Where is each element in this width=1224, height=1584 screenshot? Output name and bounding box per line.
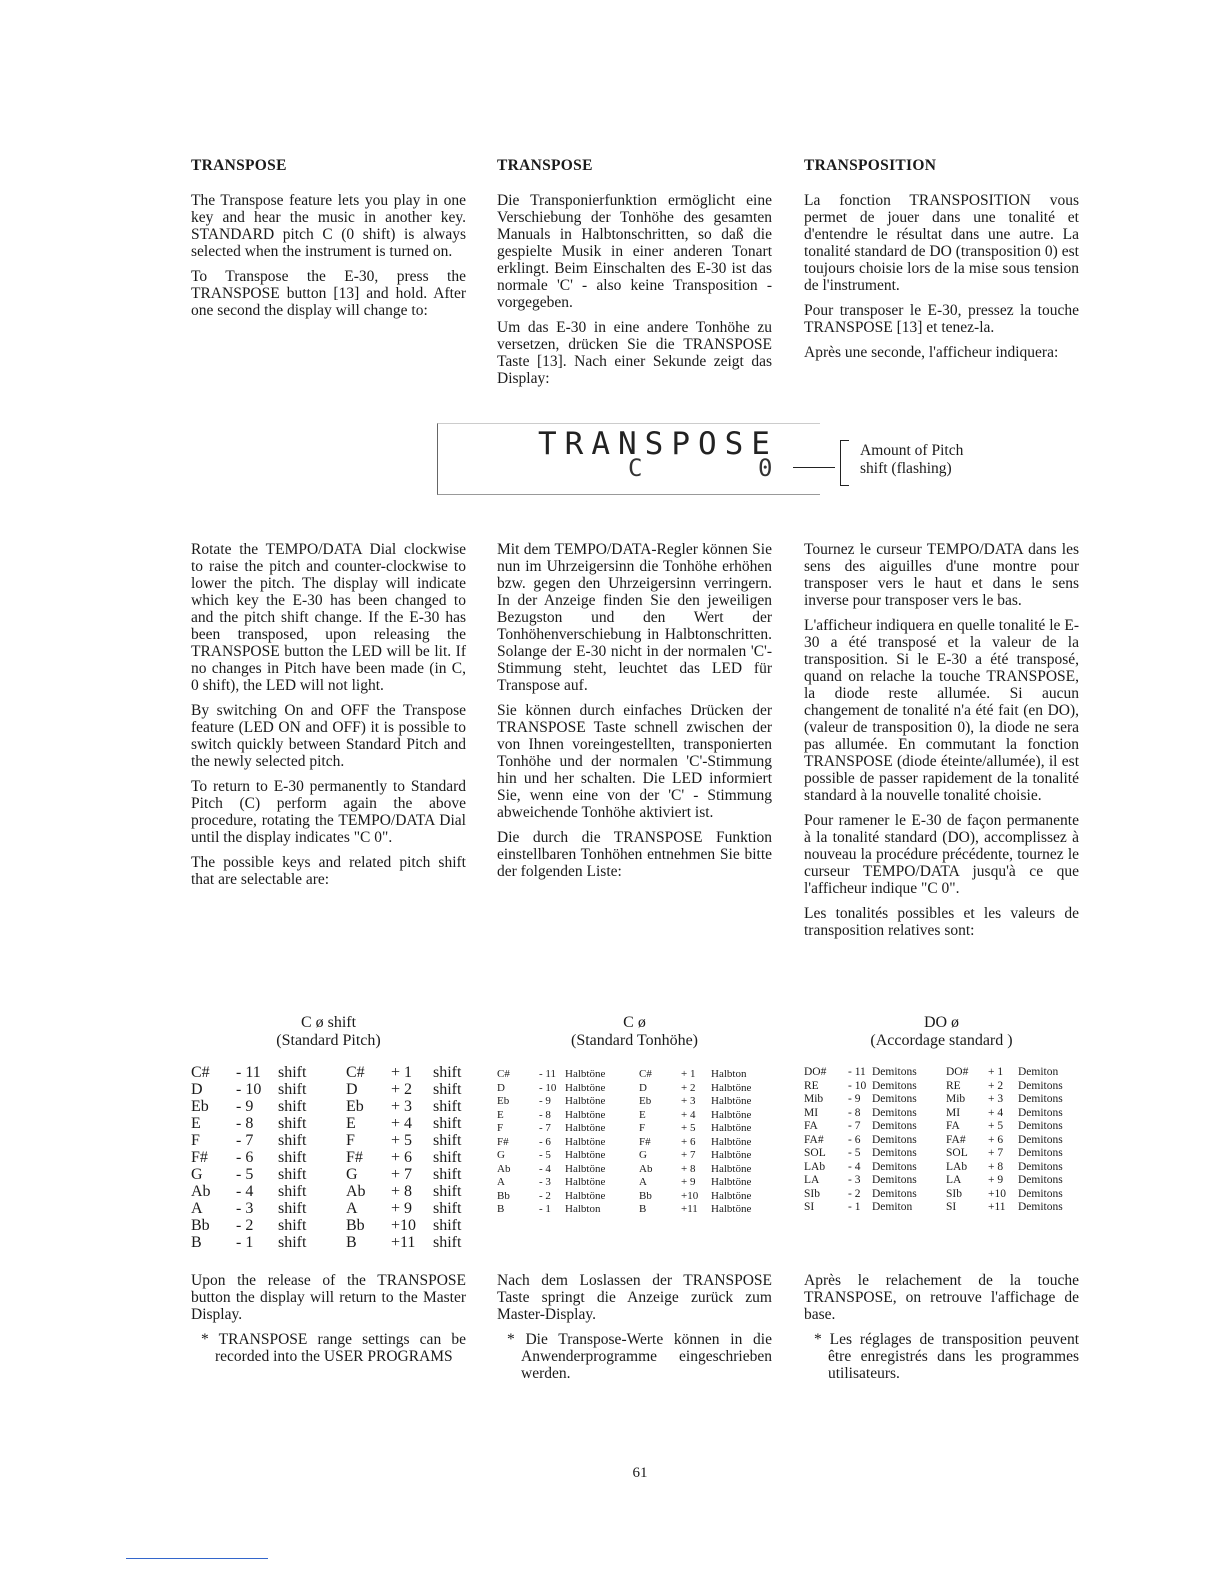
table-cell: Halbtöne <box>565 1122 606 1134</box>
pitch-table-de <box>497 1068 781 1217</box>
table-cell: shift <box>433 1149 462 1166</box>
table-cell: Mib <box>804 1093 824 1105</box>
table-cell: shift <box>433 1081 462 1098</box>
table-cell: shift <box>278 1132 307 1149</box>
table-cell: C# <box>639 1068 652 1080</box>
table-cell: - 5 <box>848 1147 861 1159</box>
callout-line-2: shift (flashing) <box>860 460 952 477</box>
table-row <box>804 1174 1088 1188</box>
footer-text: Après le relachement de la touche TRANSPOSE, on retrouve l'affichage de base. <box>804 1272 1079 1323</box>
table-cell: LA <box>946 1174 962 1186</box>
table-cell: Bb <box>639 1189 652 1202</box>
paragraph: Sie können durch einfaches Drücken der TRANSPOSE Taste schnell zwischen der von Ihnen voreingestellten, transponierten Tonhöhe und der normalen 'C'-Stimmung hin und her schalten. Die LED informiert Sie, wenn eine von der 'C' - Stimmung abweichende Tonhöhe aktiviert ist. <box>497 702 772 821</box>
table-cell: - 8 <box>539 1108 551 1121</box>
table-cell: - 10 <box>539 1081 557 1094</box>
footer-note: * Les réglages de transposition peuvent être enregistrés dans les programmes utilisateurs. <box>814 1331 1079 1382</box>
table-row <box>497 1109 781 1123</box>
table-row <box>191 1183 483 1200</box>
table-cell: Demitons <box>872 1079 917 1092</box>
table-cell: + 7 <box>391 1166 413 1183</box>
table-row <box>497 1149 781 1163</box>
table-cell: Demitons <box>872 1093 917 1105</box>
page-number: 61 <box>632 1465 648 1481</box>
table-cell: G <box>497 1149 505 1161</box>
table-title-en <box>191 1014 466 1050</box>
table-cell: - 7 <box>236 1132 254 1149</box>
table-cell: + 3 <box>391 1098 413 1115</box>
body-de <box>497 541 772 888</box>
table-row <box>804 1093 1088 1107</box>
table-cell: - 7 <box>848 1120 861 1132</box>
table-cell: Demitons <box>872 1160 917 1173</box>
paragraph: Après une seconde, l'afficheur indiquera: <box>804 344 1059 361</box>
callout-bracket <box>840 440 849 486</box>
table-row <box>497 1163 781 1177</box>
table-cell: G <box>346 1166 358 1183</box>
table-cell: C# <box>191 1064 210 1081</box>
table-cell: shift <box>278 1234 307 1251</box>
table-cell: + 1 <box>681 1068 696 1080</box>
paragraph: The possible keys and related pitch shift that are selectable are: <box>191 854 466 888</box>
table-cell: Demitons <box>1018 1160 1063 1173</box>
table-cell: F# <box>346 1149 363 1166</box>
table-cell: + 1 <box>391 1064 413 1081</box>
table-cell: SI <box>946 1201 957 1213</box>
table-row <box>497 1136 781 1150</box>
table-cell: - 9 <box>848 1093 861 1105</box>
table-cell: Bb <box>191 1217 210 1234</box>
table-cell: +11 <box>681 1203 698 1215</box>
table-cell: Halbtöne <box>711 1095 752 1107</box>
table-row <box>191 1234 483 1251</box>
table-cell: Halbtöne <box>565 1095 606 1107</box>
table-cell: MI <box>946 1106 961 1119</box>
table-cell: - 11 <box>236 1064 261 1081</box>
table-cell: A <box>191 1200 203 1217</box>
table-cell: shift <box>278 1081 307 1098</box>
table-row <box>804 1147 1088 1161</box>
table-cell: DO# <box>946 1066 969 1078</box>
table-cell: + 8 <box>391 1183 413 1200</box>
table-cell: Halbtöne <box>711 1122 752 1134</box>
table-cell: Demitons <box>1018 1133 1063 1146</box>
table-row <box>497 1068 781 1082</box>
callout-text <box>860 442 963 478</box>
table-cell: shift <box>278 1166 307 1183</box>
callout-line <box>793 467 835 468</box>
table-cell: Demiton <box>872 1201 913 1213</box>
table-cell: E <box>346 1115 356 1132</box>
heading-fr: TRANSPOSITION <box>804 157 937 174</box>
table-title-line: C ø <box>623 1014 646 1031</box>
table-cell: Halbtöne <box>711 1176 752 1188</box>
table-cell: - 1 <box>236 1234 254 1251</box>
paragraph: L'afficheur indiquera en quelle tonalité le E-30 a été transposé et la valeur de la transposition. Si le E-30 a été transposé, quand on relache la touche TRANSPOSE, la diode reste allumée. Si aucun changement de tonalité n'a été fait (en DO), (valeur de transposition 0), la diode ne sera pas allumée. En commutant la fonction TRANSPOSE (diode éteinte/allumée), il est possible de passer rapidement de la tonalité standard à la nouvelle tonalité choisie. <box>804 617 1079 804</box>
table-cell: + 8 <box>681 1162 696 1175</box>
table-cell: - 2 <box>236 1217 254 1234</box>
table-cell: + 2 <box>681 1081 696 1094</box>
paragraph: Pour ramener le E-30 de façon permanente à la tonalité standard (DO), accomplissez à nouveau la procédure précédente, tournez le curseur TEMPO/DATA jusqu'à ce que l'afficheur indique "C 0". <box>804 812 1079 897</box>
table-cell: SIb <box>804 1187 820 1200</box>
footer-note: * TRANSPOSE range settings can be recorded into the USER PROGRAMS <box>201 1331 466 1365</box>
table-cell: +10 <box>681 1189 699 1202</box>
table-cell: B <box>346 1234 357 1251</box>
table-cell: F <box>346 1132 355 1149</box>
table-cell: - 11 <box>848 1066 866 1078</box>
table-cell: Halbtöne <box>711 1162 752 1175</box>
table-title-fr <box>804 1014 1079 1050</box>
table-cell: Halbtöne <box>565 1068 606 1080</box>
table-row <box>804 1120 1088 1134</box>
table-cell: + 7 <box>681 1149 696 1161</box>
heading-en: TRANSPOSE <box>191 157 287 174</box>
table-cell: A <box>346 1200 358 1217</box>
table-cell: SIb <box>946 1187 962 1200</box>
table-cell: MI <box>804 1106 819 1119</box>
table-cell: FA <box>804 1120 818 1132</box>
table-row <box>497 1190 781 1204</box>
table-cell: - 9 <box>236 1098 254 1115</box>
table-cell: shift <box>433 1183 462 1200</box>
table-row <box>804 1134 1088 1148</box>
paragraph: Die durch die TRANSPOSE Funktion einstellbaren Tonhöhen entnehmen Sie bitte der folgenden Liste: <box>497 829 772 880</box>
table-cell: C# <box>497 1068 510 1080</box>
table-cell: Halbtöne <box>565 1081 606 1094</box>
paragraph: Les tonalités possibles et les valeurs de transposition relatives sont: <box>804 905 1079 939</box>
table-cell: E <box>191 1115 201 1132</box>
table-cell: F <box>191 1132 200 1149</box>
table-row <box>804 1080 1088 1094</box>
table-title-line: C ø shift <box>300 1014 357 1031</box>
footer-de <box>497 1272 772 1390</box>
table-cell: Halbtöne <box>711 1203 752 1215</box>
table-cell: Eb <box>639 1095 652 1107</box>
paragraph: Rotate the TEMPO/DATA Dial clockwise to raise the pitch and counter-clockwise to lower the pitch. The display will indicate which key the E-30 has been changed to and the pitch shift change. If the E-30 has been transposed, upon releasing the TRANSPOSE button the LED will be lit. If no changes in Pitch have been made (in C, 0 shift), the LED will not light. <box>191 541 466 694</box>
footer-text: Nach dem Loslassen der TRANSPOSE Taste springt die Anzeige zurück zum Master-Display. <box>497 1272 772 1323</box>
table-row <box>191 1132 483 1149</box>
table-cell: + 5 <box>988 1120 1004 1132</box>
table-cell: Demitons <box>1018 1201 1063 1213</box>
table-cell: D <box>639 1081 647 1094</box>
table-cell: shift <box>433 1098 462 1115</box>
table-cell: B <box>639 1203 647 1215</box>
table-cell: shift <box>433 1064 462 1081</box>
lcd-value: 0 <box>758 454 773 482</box>
table-cell: Halbtöne <box>711 1108 752 1121</box>
table-cell: + 5 <box>681 1122 696 1134</box>
body-fr <box>804 541 1079 947</box>
table-cell: A <box>639 1176 647 1188</box>
table-cell: + 3 <box>681 1095 696 1107</box>
table-cell: F <box>497 1122 504 1134</box>
footer-en <box>191 1272 466 1373</box>
table-cell: + 9 <box>988 1174 1004 1186</box>
table-cell: FA# <box>946 1133 966 1146</box>
table-cell: Demitons <box>872 1133 917 1146</box>
table-cell: E <box>497 1108 504 1121</box>
table-cell: - 10 <box>236 1081 262 1098</box>
table-cell: + 4 <box>391 1115 413 1132</box>
table-row <box>191 1064 483 1081</box>
table-cell: - 6 <box>539 1135 551 1148</box>
table-cell: +10 <box>988 1187 1006 1200</box>
table-cell: Eb <box>346 1098 364 1115</box>
table-cell: + 9 <box>391 1200 413 1217</box>
table-row <box>804 1066 1088 1080</box>
paragraph: Mit dem TEMPO/DATA-Regler können Sie nun im Uhrzeigersinn die Tonhöhe erhöhen bzw. gegen den Uhrzeigersinn verringern. In der Anzeige finden Sie den jeweiligen Bezugston und den Wert der Tonhöhenverschiebung in Halbtonschritten. Solange der E-30 nicht in der normalen 'C'-Stimmung steht, leuchtet das LED für Transpose auf. <box>497 541 772 694</box>
footer-fr <box>804 1272 1079 1390</box>
table-cell: - 2 <box>539 1189 551 1202</box>
table-subtitle: (Accordage standard ) <box>870 1032 1013 1049</box>
table-cell: DO# <box>804 1066 827 1078</box>
table-cell: Eb <box>497 1095 510 1107</box>
paragraph: The Transpose feature lets you play in one key and hear the music in another key. STANDARD pitch C (0 shift) is always selected when the instrument is turned on. <box>191 192 466 260</box>
table-subtitle: (Standard Tonhöhe) <box>571 1032 698 1049</box>
table-cell: Demitons <box>872 1187 917 1200</box>
table-cell: B <box>497 1203 505 1215</box>
table-cell: - 5 <box>539 1149 551 1161</box>
table-cell: - 4 <box>236 1183 254 1200</box>
table-cell: + 8 <box>988 1160 1004 1173</box>
table-cell: A <box>497 1176 505 1188</box>
table-cell: F# <box>639 1135 651 1148</box>
lcd-display <box>437 423 820 495</box>
table-cell: Halbton <box>565 1203 601 1215</box>
table-cell: Halbtöne <box>565 1108 606 1121</box>
table-cell: Ab <box>346 1183 366 1200</box>
table-cell: - 1 <box>848 1201 861 1213</box>
footer-rule <box>126 1558 268 1559</box>
paragraph: Pour transposer le E-30, pressez la touche TRANSPOSE [13] et tenez-la. <box>804 302 1079 336</box>
table-cell: Demitons <box>872 1066 917 1078</box>
table-row <box>804 1188 1088 1202</box>
table-cell: shift <box>433 1200 462 1217</box>
table-cell: shift <box>433 1217 462 1234</box>
table-cell: +10 <box>391 1217 417 1234</box>
table-cell: Halbton <box>711 1068 747 1080</box>
table-cell: Demitons <box>1018 1093 1063 1105</box>
table-cell: Ab <box>639 1162 653 1175</box>
table-cell: F <box>639 1122 646 1134</box>
table-cell: shift <box>433 1115 462 1132</box>
table-row <box>191 1149 483 1166</box>
table-cell: Demiton <box>1018 1066 1059 1078</box>
table-row <box>191 1166 483 1183</box>
table-cell: Demitons <box>872 1147 917 1159</box>
table-cell: - 11 <box>539 1068 557 1080</box>
table-row <box>191 1115 483 1132</box>
table-cell: + 5 <box>391 1132 413 1149</box>
table-cell: Halbtöne <box>711 1081 752 1094</box>
table-cell: shift <box>278 1200 307 1217</box>
table-title-line: DO ø <box>923 1014 960 1031</box>
table-cell: LAb <box>804 1160 826 1173</box>
table-cell: E <box>639 1108 646 1121</box>
table-row <box>804 1161 1088 1175</box>
table-cell: Halbtöne <box>565 1176 606 1188</box>
table-title-de <box>497 1014 772 1050</box>
table-cell: shift <box>433 1166 462 1183</box>
table-row <box>497 1122 781 1136</box>
table-cell: D <box>191 1081 203 1098</box>
paragraph: To Transpose the E-30, press the TRANSPOSE button [13] and hold. After one second the display will change to: <box>191 268 466 319</box>
table-cell: + 6 <box>681 1135 696 1148</box>
table-cell: Mib <box>946 1093 966 1105</box>
table-cell: - 7 <box>539 1122 551 1134</box>
table-cell: - 3 <box>539 1176 551 1188</box>
table-cell: + 6 <box>988 1133 1004 1146</box>
table-cell: Demitons <box>1018 1079 1063 1092</box>
paragraph: La fonction TRANSPOSITION vous permet de jouer dans une tonalité et d'entendre le résultat dans une autre. La tonalité standard de DO (transposition 0) est toujours choisie lors de la mise sous tension de l'instrument. <box>804 192 1079 294</box>
table-cell: RE <box>946 1079 961 1092</box>
table-cell: - 8 <box>848 1106 861 1119</box>
table-row <box>804 1201 1088 1215</box>
table-row <box>497 1176 781 1190</box>
intro-fr <box>804 192 1079 369</box>
table-cell: LA <box>804 1174 820 1186</box>
table-cell: shift <box>278 1064 307 1081</box>
table-cell: LAb <box>946 1160 968 1173</box>
table-cell: - 6 <box>848 1133 861 1146</box>
table-cell: Demitons <box>1018 1174 1063 1186</box>
table-cell: Halbtöne <box>565 1189 606 1202</box>
table-cell: FA <box>946 1120 960 1132</box>
table-cell: Demitons <box>872 1120 917 1132</box>
paragraph: Um das E-30 in eine andere Tonhöhe zu versetzen, drücken Sie die TRANSPOSE Taste [13]. Nach einer Sekunde zeigt das Display: <box>497 319 772 387</box>
table-cell: + 2 <box>391 1081 413 1098</box>
table-cell: + 6 <box>391 1149 413 1166</box>
paragraph: By switching On and OFF the Transpose feature (LED ON and OFF) it is possible to switch quickly between Standard Pitch and the newly selected pitch. <box>191 702 466 770</box>
table-cell: Ab <box>191 1183 211 1200</box>
table-cell: shift <box>433 1132 462 1149</box>
pitch-table-fr <box>804 1066 1088 1215</box>
table-cell: D <box>346 1081 358 1098</box>
table-cell: + 1 <box>988 1066 1004 1078</box>
table-cell: Halbtöne <box>565 1162 606 1175</box>
table-cell: - 4 <box>848 1160 861 1173</box>
table-cell: Demitons <box>1018 1120 1063 1132</box>
table-row <box>804 1107 1088 1121</box>
table-cell: - 3 <box>236 1200 254 1217</box>
table-cell: SOL <box>804 1147 826 1159</box>
table-cell: Demitons <box>1018 1147 1063 1159</box>
table-row <box>191 1217 483 1234</box>
table-cell: D <box>497 1081 505 1094</box>
table-cell: - 8 <box>236 1115 254 1132</box>
table-row <box>191 1081 483 1098</box>
table-cell: SI <box>804 1201 815 1213</box>
heading-de: TRANSPOSE <box>497 157 593 174</box>
table-subtitle: (Standard Pitch) <box>276 1032 381 1049</box>
table-cell: - 4 <box>539 1162 551 1175</box>
table-cell: +11 <box>391 1234 416 1251</box>
table-cell: +11 <box>988 1201 1006 1213</box>
table-cell: shift <box>278 1098 307 1115</box>
table-cell: G <box>639 1149 647 1161</box>
table-cell: shift <box>433 1234 462 1251</box>
table-cell: FA# <box>804 1133 824 1146</box>
table-row <box>191 1200 483 1217</box>
footer-text: Upon the release of the TRANSPOSE button the display will return to the Master Display. <box>191 1272 466 1323</box>
table-cell: F# <box>497 1135 509 1148</box>
table-cell: F# <box>191 1149 208 1166</box>
table-cell: + 9 <box>681 1176 696 1188</box>
table-cell: shift <box>278 1217 307 1234</box>
table-cell: - 2 <box>848 1187 861 1200</box>
table-cell: shift <box>278 1115 307 1132</box>
table-cell: Ab <box>497 1162 511 1175</box>
table-cell: - 10 <box>848 1079 867 1092</box>
table-cell: + 7 <box>988 1147 1004 1159</box>
table-cell: - 9 <box>539 1095 551 1107</box>
table-cell: Bb <box>497 1189 510 1202</box>
body-en <box>191 541 466 896</box>
paragraph: Tournez le curseur TEMPO/DATA dans les sens des aiguilles d'une montre pour transposer vers le haut et dans le sens inverse pour transposer vers le bas. <box>804 541 1079 609</box>
table-row <box>497 1203 781 1217</box>
table-row <box>191 1098 483 1115</box>
table-cell: G <box>191 1166 203 1183</box>
table-cell: Demitons <box>872 1174 917 1186</box>
table-cell: RE <box>804 1079 819 1092</box>
table-cell: Halbtöne <box>711 1135 752 1148</box>
table-cell: SOL <box>946 1147 968 1159</box>
table-row <box>497 1095 781 1109</box>
table-cell: Halbtöne <box>711 1189 752 1202</box>
table-cell: shift <box>278 1149 307 1166</box>
table-cell: B <box>191 1234 202 1251</box>
pitch-table-en <box>191 1064 483 1251</box>
table-cell: Demitons <box>872 1106 917 1119</box>
table-cell: Halbtöne <box>565 1149 606 1161</box>
table-cell: Halbtöne <box>565 1135 606 1148</box>
table-cell: Demitons <box>1018 1187 1063 1200</box>
table-cell: shift <box>278 1183 307 1200</box>
table-cell: Halbtöne <box>711 1149 752 1161</box>
table-cell: - 1 <box>539 1203 551 1215</box>
table-cell: Eb <box>191 1098 209 1115</box>
table-cell: Demitons <box>1018 1106 1063 1119</box>
table-row <box>497 1082 781 1096</box>
paragraph: To return to E-30 permanently to Standard Pitch (C) perform again the above procedure, rotating the TEMPO/DATA Dial until the display indicates "C 0". <box>191 778 466 846</box>
table-cell: + 4 <box>988 1106 1004 1119</box>
intro-de <box>497 192 772 395</box>
lcd-line1: TRANSPOSE <box>538 426 778 462</box>
paragraph: Die Transponierfunktion ermöglicht eine Verschiebung der Tonhöhe des gesamten Manuals in Halbtonschritten, so daß die gespielte Musik in einer anderen Tonart erklingt. Beim Einschalten des E-30 ist das normale 'C' - also keine Transposition - vorgegeben. <box>497 192 772 311</box>
table-cell: - 3 <box>848 1174 861 1186</box>
table-cell: + 3 <box>988 1093 1004 1105</box>
table-cell: - 5 <box>236 1166 254 1183</box>
lcd-key: C <box>628 454 643 482</box>
callout-line-1: Amount of Pitch <box>860 442 964 459</box>
table-cell: C# <box>346 1064 365 1081</box>
table-cell: - 6 <box>236 1149 254 1166</box>
table-cell: + 2 <box>988 1079 1004 1092</box>
intro-en <box>191 192 466 327</box>
table-cell: + 4 <box>681 1108 696 1121</box>
footer-note: * Die Transpose-Werte können in die Anwenderprogramme eingeschrieben werden. <box>507 1331 772 1382</box>
table-cell: Bb <box>346 1217 365 1234</box>
